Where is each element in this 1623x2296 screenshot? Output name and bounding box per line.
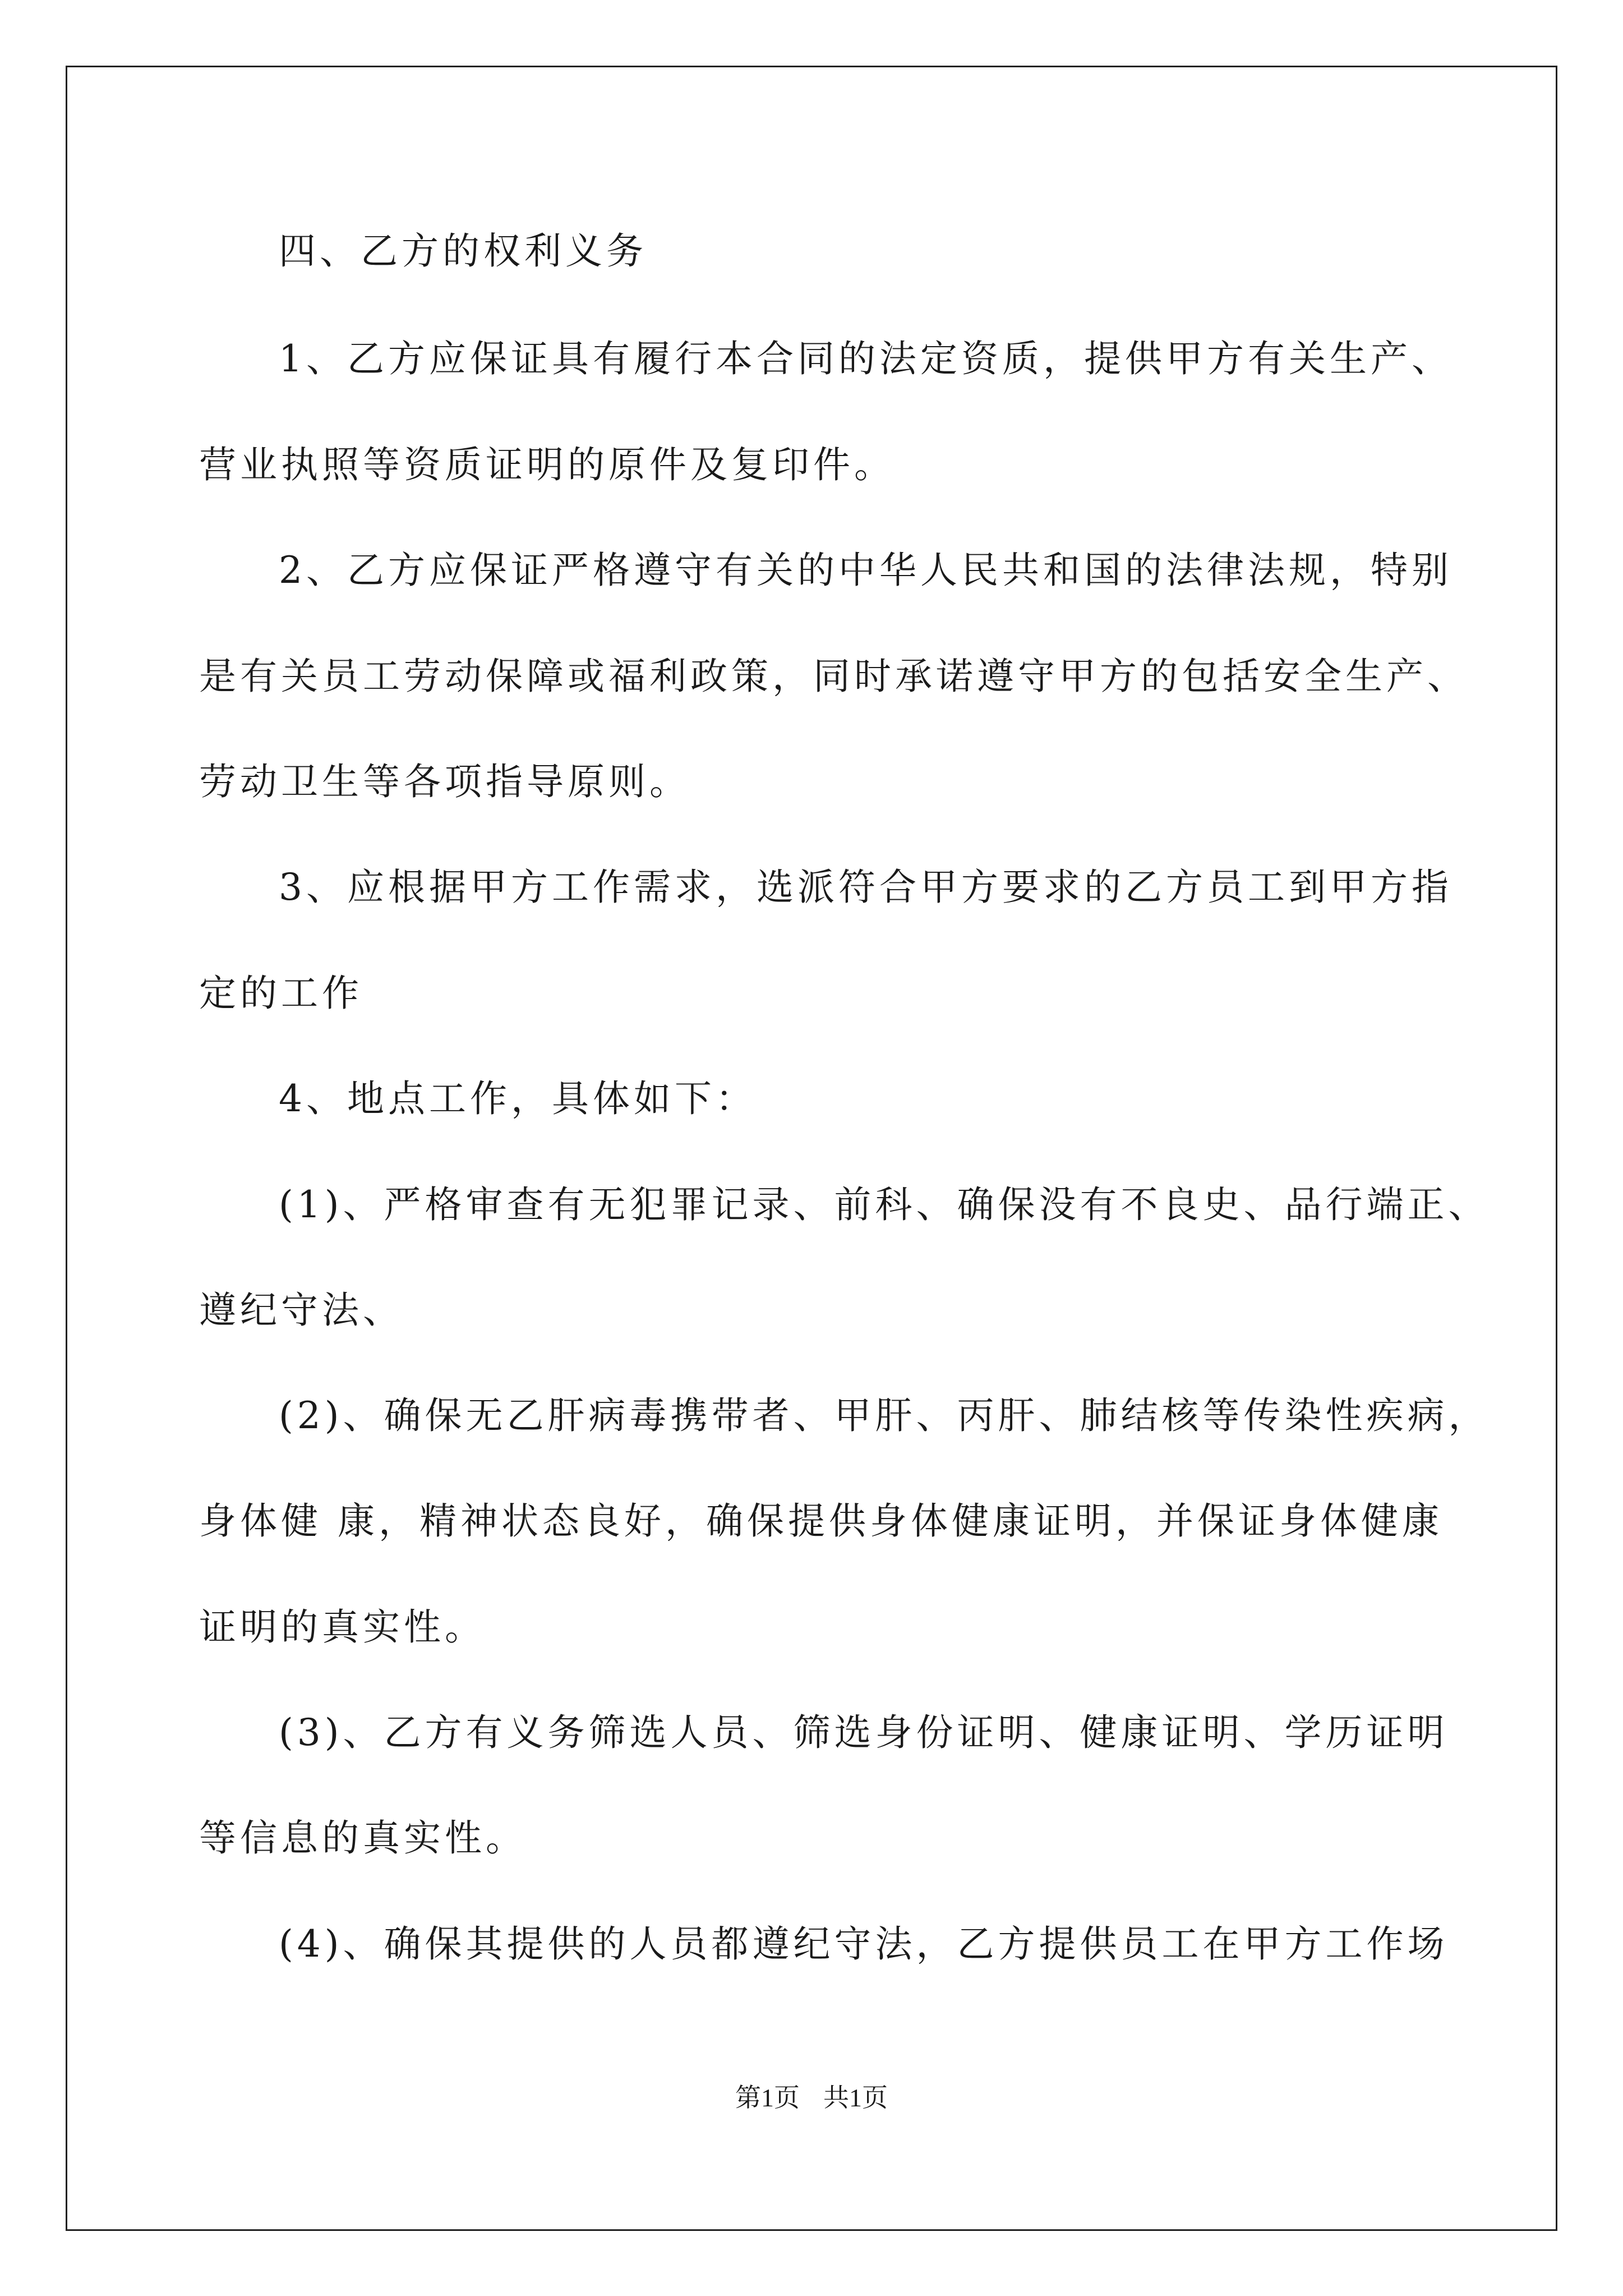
item-1-line-1: (1)、严格审查有无犯罪记录、前科、确保没有不良史、品行端正、 <box>279 1183 1490 1226</box>
paragraph-4-line-1: 4、地点工作，具体如下： <box>279 1077 757 1120</box>
paragraph-2-line-3: 劳动卫生等各项指导原则。 <box>199 760 690 803</box>
item-4-line-1: (4)、确保其提供的人员都遵纪守法，乙方提供员工在甲方工作场 <box>279 1922 1449 1966</box>
page-border <box>66 66 1557 2231</box>
page-number-current: 第1页 <box>735 2083 800 2112</box>
item-2-line-1: (2)、确保无乙肝病毒携带者、甲肝、丙肝、肺结核等传染性疾病， <box>279 1394 1490 1437</box>
paragraph-1-line-1: 1、乙方应保证具有履行本合同的法定资质，提供甲方有关生产、 <box>279 337 1453 380</box>
paragraph-3-line-1: 3、应根据甲方工作需求，选派符合甲方要求的乙方员工到甲方指 <box>279 866 1453 909</box>
section-heading: 四、乙方的权利义务 <box>279 229 647 273</box>
page-footer <box>0 2082 1623 2114</box>
item-2-line-3: 证明的真实性。 <box>199 1605 486 1649</box>
item-1-line-2: 遵纪守法、 <box>199 1289 404 1332</box>
paragraph-2-line-2: 是有关员工劳动保障或福利政策，同时承诺遵守甲方的包括安全生产、 <box>199 655 1468 698</box>
paragraph-3-line-2: 定的工作 <box>199 972 363 1015</box>
item-3-line-1: (3)、乙方有义务筛选人员、筛选身份证明、健康证明、学历证明 <box>279 1711 1449 1754</box>
item-3-line-2: 等信息的真实性。 <box>199 1816 527 1860</box>
page-number-total: 共1页 <box>823 2083 888 2112</box>
paragraph-2-line-1: 2、乙方应保证严格遵守有关的中华人民共和国的法律法规，特别 <box>279 549 1453 592</box>
item-2-line-2: 身体健 康，精神状态良好，确保提供身体健康证明，并保证身体健康 <box>199 1499 1443 1543</box>
paragraph-1-line-2: 营业执照等资质证明的原件及复印件。 <box>199 443 895 486</box>
